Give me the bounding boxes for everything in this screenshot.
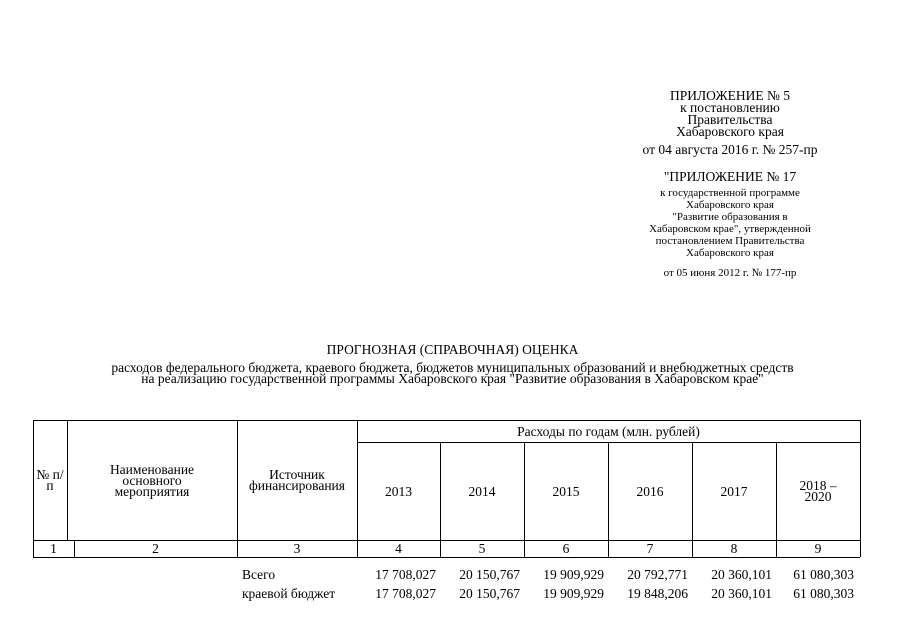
column-number: 6 — [562, 541, 570, 556]
appendix-main-line: Правительства — [687, 112, 773, 127]
row-value: 20 150,767 — [459, 567, 520, 582]
row-value: 20 150,767 — [459, 586, 520, 601]
row-value: 19 909,929 — [543, 567, 604, 582]
appendix-sub-line: Хабаровского края — [686, 247, 774, 259]
column-number: 7 — [646, 541, 654, 556]
appendix-main-line: к постановлению — [680, 100, 780, 115]
appendix-main-block — [600, 90, 860, 156]
appendix-sub-line: к государственной программе — [660, 187, 800, 199]
column-number: 3 — [293, 541, 301, 556]
appendix-sub-line: постановлением Правительства — [655, 235, 805, 247]
document-subtitle-line1: расходов федерального бюджета, краевого бюджета, бюджетов муниципальных образований и внебюджетных средств — [111, 360, 794, 375]
appendix-sub-line: "Развитие образования в — [672, 211, 788, 223]
column-number: 1 — [50, 541, 57, 556]
table-numbers-bottom — [33, 557, 860, 558]
appendix-sub-title: "ПРИЛОЖЕНИЕ № 17 — [663, 169, 797, 184]
column-number: 9 — [814, 541, 822, 556]
header-year: 2014 — [468, 483, 496, 499]
row-value: 61 080,303 — [793, 586, 854, 601]
appendix-sub-date: от 05 июня 2012 г. № 177-пр — [663, 267, 797, 279]
row-value: 19 909,929 — [543, 586, 604, 601]
appendix-sub-line: Хабаровского края — [686, 199, 774, 211]
row-value: 61 080,303 — [793, 567, 854, 582]
table-border-right — [860, 420, 861, 557]
row-source: Всего — [242, 567, 276, 582]
row-value: 19 848,206 — [627, 586, 688, 601]
header-year: 2017 — [720, 483, 748, 499]
row-value: 20 360,101 — [711, 586, 772, 601]
document-title: ПРОГНОЗНАЯ (СПРАВОЧНАЯ) ОЦЕНКА — [326, 342, 579, 357]
column-number: 5 — [478, 541, 486, 556]
header-years-group: Расходы по годам (млн. рублей) — [517, 423, 700, 439]
header-source: Источник финансирования — [249, 467, 345, 493]
document-subtitle-line2: на реализацию государственной программы Хабаровского края "Развитие образования в Хабаровском крае" — [141, 371, 764, 386]
header-year: 2018 – 2020 — [799, 478, 837, 504]
appendix-sub-line: Хабаровском крае", утвержденной — [649, 223, 811, 235]
appendix-main-line: Хабаровского края — [676, 124, 784, 139]
row-value: 20 792,771 — [627, 567, 688, 582]
header-year: 2016 — [636, 483, 664, 499]
header-year: 2015 — [552, 483, 580, 499]
appendix-sub-block — [600, 170, 860, 279]
header-no: № п/п — [36, 467, 64, 493]
row-source: краевой бюджет — [242, 586, 336, 601]
appendix-main-title: ПРИЛОЖЕНИЕ № 5 — [669, 88, 791, 103]
header-name: Наименование основного мероприятия — [109, 461, 195, 499]
row-value: 20 360,101 — [711, 567, 772, 582]
column-number: 4 — [395, 541, 402, 556]
column-number: 8 — [730, 541, 738, 556]
appendix-main-date: от 04 августа 2016 г. № 257-пр — [642, 142, 818, 157]
header-year: 2013 — [385, 483, 412, 499]
document-subtitle — [0, 362, 905, 384]
column-number: 2 — [152, 541, 159, 556]
row-value: 17 708,027 — [375, 567, 436, 582]
row-value: 17 708,027 — [375, 586, 436, 601]
